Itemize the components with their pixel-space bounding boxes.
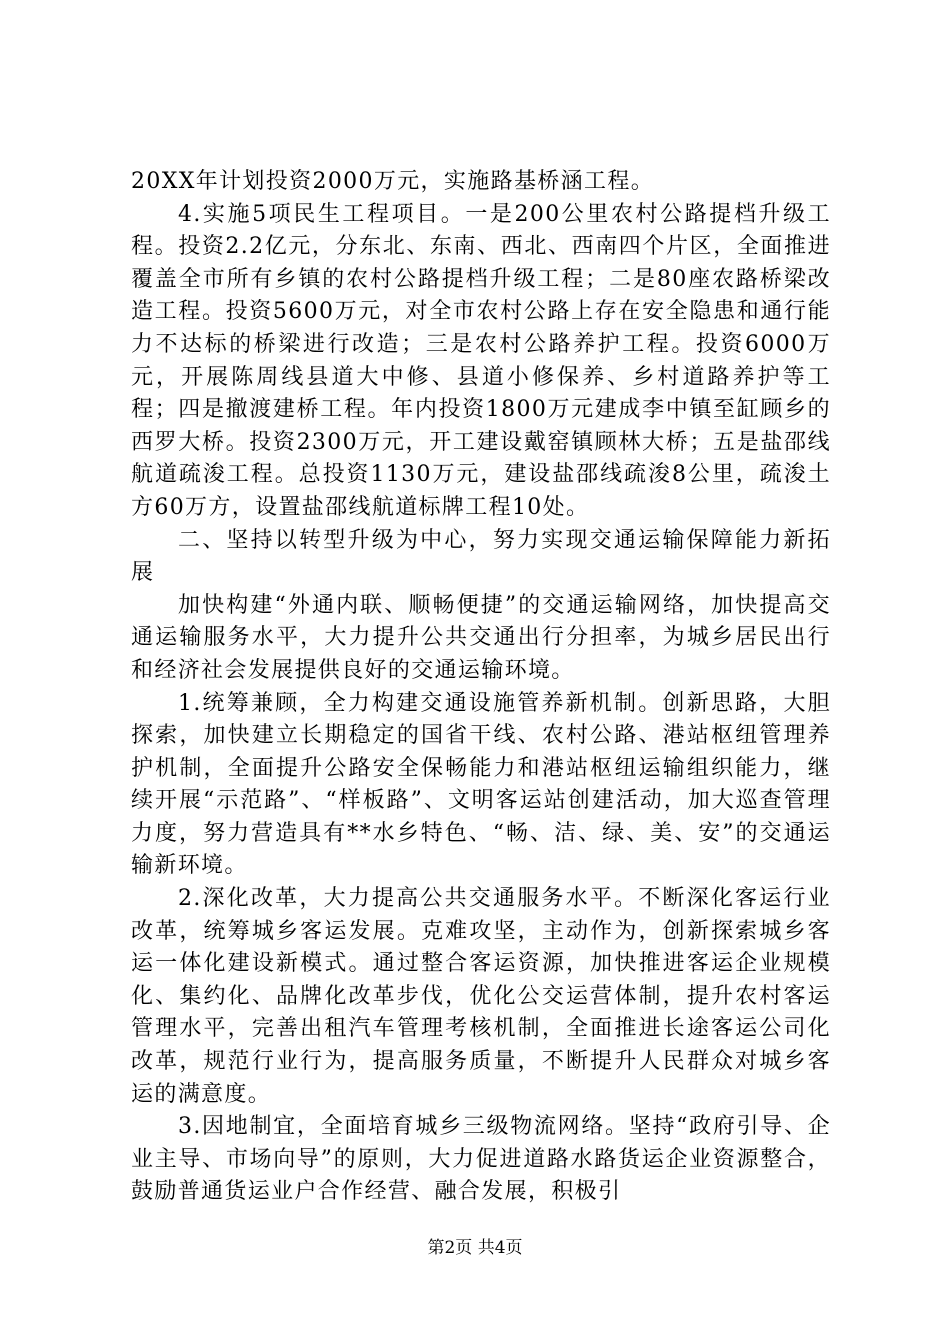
paragraph-1: 20XX年计划投资2000万元，实施路基桥涵工程。 — [131, 169, 655, 194]
paragraph-2: 4.实施5项民生工程项目。一是200公里农村公路提档升级工程。投资2.2亿元，分东北、东南、西北、西南四个片区，全面推进覆盖全市所有乡镇的农村公路提档升级工程；二是80座农路桥梁改造工程。投资5600万元，对全市农村公路上存在安全隐患和通行能力不达标的桥梁进行改造；三是农村公路养护工程。投资6000万元，开展陈周线县道大中修、县道小修保养、乡村道路养护等工程；四是撤渡建桥工程。年内投资1800万元建成李中镇至缸顾乡的西罗大桥。投资2300万元，开工建设戴窑镇顾林大桥；五是盐邵线航道疏浚工程。总投资1130万元，建设盐邵线疏浚8公里，疏浚土方60万方，设置盐邵线航道标牌工程10处。 — [131, 201, 831, 520]
paragraph-3: 加快构建“外通内联、顺畅便捷”的交通运输网络，加快提高交通运输服务水平，大力提升公共交通出行分担率，为城乡居民出行和经济社会发展提供良好的交通运输环境。 — [131, 592, 831, 683]
document-body — [131, 166, 831, 1209]
paragraph-6: 3.因地制宜，全面培育城乡三级物流网络。坚持“政府引导、企业主导、市场向导”的原则，大力促进道路水路货运企业资源整合，鼓励普通货运业户合作经营、融合发展，积极引 — [131, 1114, 831, 1205]
paragraph-4: 1.统筹兼顾，全力构建交通设施管养新机制。创新思路，大胆探索，加快建立长期稳定的国省干线、农村公路、港站枢纽管理养护机制，全面提升公路安全保畅能力和港站枢纽运输组织能力，继续开展“示范路”、“样板路”、文明客运站创建活动，加大巡查管理力度，努力营造具有**水乡特色、“畅、洁、绿、美、安”的交通运输新环境。 — [131, 690, 831, 879]
paragraph-5: 2.深化改革，大力提高公共交通服务水平。不断深化客运行业改革，统筹城乡客运发展。克难攻坚，主动作为，创新探索城乡客运一体化建设新模式。通过整合客运资源，加快推进客运企业规模化、集约化、品牌化改革步伐，优化公交运营体制，提升农村客运管理水平，完善出租汽车管理考核机制，全面推进长途客运公司化改革，规范行业行为，提高服务质量，不断提升人民群众对城乡客运的满意度。 — [131, 886, 831, 1107]
section-heading-2: 二、坚持以转型升级为中心，努力实现交通运输保障能力新拓展 — [131, 527, 831, 586]
page-footer: 第2页 共4页 — [427, 1238, 523, 1258]
